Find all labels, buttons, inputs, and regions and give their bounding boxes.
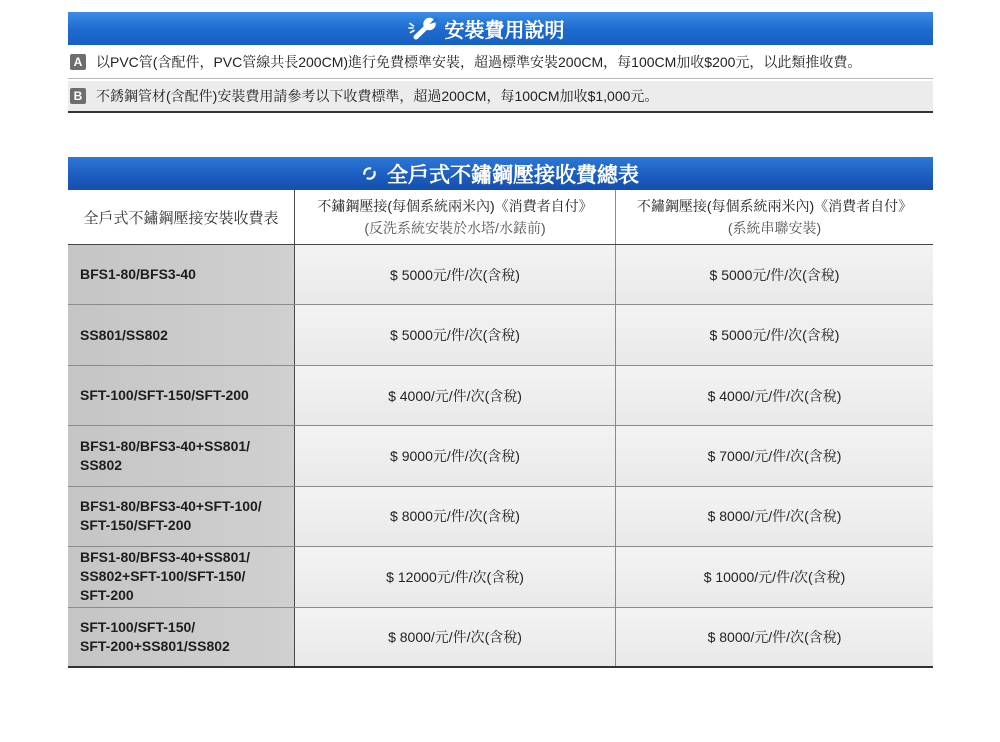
- column-header-series: [616, 190, 933, 244]
- model-line: SS801/SS802: [80, 326, 168, 343]
- price-text: $ 8000/元/件/次(含稅): [707, 628, 842, 645]
- price-text: $ 10000/元/件/次(含稅): [703, 568, 846, 585]
- model-line: BFS1-80/BFS3-40+SS801/: [80, 437, 251, 454]
- note-item-a: [68, 45, 933, 79]
- model-cell: [68, 608, 295, 666]
- table-header-row: [68, 190, 933, 245]
- series-price-cell: [616, 426, 933, 485]
- model-line: BFS1-80/BFS3-40+SS801/: [80, 549, 251, 566]
- table-row: [68, 426, 933, 486]
- table-title-bar: [68, 157, 933, 190]
- price-text: $ 5000元/件/次(含稅): [709, 327, 840, 344]
- series-price-cell: [616, 305, 933, 364]
- series-price-cell: [616, 245, 933, 304]
- price-text: $ 5000元/件/次(含稅): [709, 266, 840, 283]
- header-line: 不鏽鋼壓接(每個系統兩米內)《消費者自付》: [317, 198, 593, 214]
- model-cell: [68, 487, 295, 546]
- header-subline: (反洗系統安裝於水塔/水錶前): [364, 220, 546, 236]
- model-line: SS802+SFT-100/SFT-150/: [80, 568, 246, 585]
- table-row: [68, 305, 933, 365]
- table-row: [68, 487, 933, 547]
- series-price-cell: [616, 487, 933, 546]
- model-cell: [68, 426, 295, 485]
- price-text: $ 7000/元/件/次(含稅): [707, 447, 842, 464]
- backwash-price-cell: [295, 608, 616, 666]
- note-text-a: 以PVC管(含配件，PVC管線共長200CM)進行免費標準安裝，超過標準安裝200CM，每100CM加收$200元，以此類推收費。: [96, 53, 862, 70]
- model-line: SFT-150/SFT-200: [80, 517, 192, 534]
- price-text: $ 5000元/件/次(含稅): [390, 266, 520, 283]
- price-text: $ 9000元/件/次(含稅): [390, 447, 520, 464]
- series-price-cell: [616, 547, 933, 606]
- model-line: BFS1-80/BFS3-40: [80, 266, 196, 283]
- price-text: $ 5000元/件/次(含稅): [390, 327, 520, 344]
- model-line: SFT-100/SFT-150/SFT-200: [80, 387, 249, 404]
- note-badge-b: B: [70, 88, 86, 104]
- price-text: $ 8000/元/件/次(含稅): [388, 628, 522, 645]
- price-text: $ 8000元/件/次(含稅): [390, 508, 520, 525]
- note-item-b: [68, 79, 933, 113]
- notes-title-bar: [68, 12, 933, 45]
- note-text-b: 不銹鋼管材(含配件)安裝費用請參考以下收費標準，超過200CM，每100CM加收$1,000元。: [96, 88, 659, 104]
- model-cell: [68, 366, 295, 425]
- price-text: $ 12000元/件/次(含稅): [386, 568, 524, 585]
- wrench-icon: [407, 16, 441, 42]
- model-line: SFT-200: [80, 587, 134, 604]
- note-badge-a: A: [70, 54, 86, 70]
- backwash-price-cell: [295, 245, 616, 304]
- backwash-price-cell: [295, 366, 616, 425]
- series-price-cell: [616, 366, 933, 425]
- header-line: 全戶式不鏽鋼壓接安裝收費表: [83, 209, 279, 227]
- model-line: SFT-100/SFT-150/: [80, 618, 196, 635]
- series-price-cell: [616, 608, 933, 666]
- price-text: $ 8000/元/件/次(含稅): [707, 508, 842, 525]
- price-text: $ 4000/元/件/次(含稅): [707, 387, 842, 404]
- fee-table: [68, 157, 933, 668]
- table-row: [68, 608, 933, 668]
- column-header-model: [68, 190, 295, 244]
- table-title: 全戶式不鏽鋼壓接收費總表: [387, 163, 639, 187]
- ring-bullet-icon: [362, 166, 377, 181]
- table-row: [68, 245, 933, 305]
- header-line: 不鏽鋼壓接(每個系統兩米內)《消費者自付》: [636, 198, 913, 214]
- model-line: BFS1-80/BFS3-40+SFT-100/: [80, 498, 262, 515]
- model-cell: [68, 245, 295, 304]
- install-fee-notes: [68, 12, 933, 113]
- backwash-price-cell: [295, 305, 616, 364]
- table-row: [68, 366, 933, 426]
- model-cell: [68, 547, 295, 606]
- model-line: SFT-200+SS801/SS802: [80, 637, 230, 654]
- column-header-backwash: [295, 190, 616, 244]
- backwash-price-cell: [295, 487, 616, 546]
- backwash-price-cell: [295, 426, 616, 485]
- table-row: [68, 547, 933, 607]
- model-line: SS802: [80, 456, 123, 473]
- header-subline: (系統串聯安裝): [727, 220, 822, 236]
- model-cell: [68, 305, 295, 364]
- price-text: $ 4000/元/件/次(含稅): [388, 387, 522, 404]
- backwash-price-cell: [295, 547, 616, 606]
- notes-title: 安裝費用說明: [444, 20, 565, 42]
